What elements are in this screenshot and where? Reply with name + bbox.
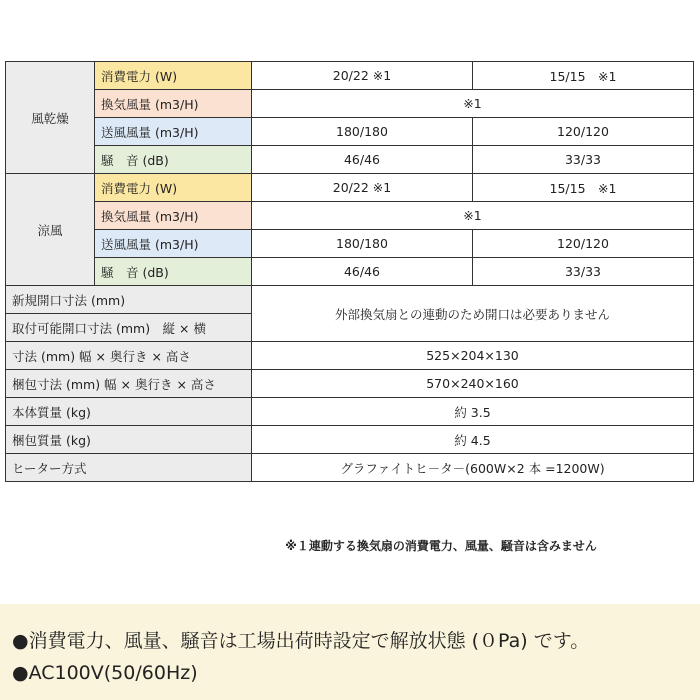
row-label-power: 消費電力 (W) bbox=[95, 174, 252, 202]
table-row bbox=[6, 342, 694, 370]
table-row bbox=[6, 90, 694, 118]
cell-value: 46/46 bbox=[252, 146, 473, 174]
row-label-ventilation: 換気風量 (m3/H) bbox=[95, 202, 252, 230]
cell-value: 20/22 ※1 bbox=[252, 174, 473, 202]
notice-panel bbox=[0, 604, 700, 700]
row-label-package-weight: 梱包質量 (kg) bbox=[6, 426, 252, 454]
cell-value-package-dimensions: 570×240×160 bbox=[252, 370, 694, 398]
cell-value-body-weight: 約 3.5 bbox=[252, 398, 694, 426]
cell-value: 120/120 bbox=[473, 118, 694, 146]
table-row bbox=[6, 62, 694, 90]
row-label-noise: 騒 音 (dB) bbox=[95, 146, 252, 174]
cell-value: 20/22 ※1 bbox=[252, 62, 473, 90]
notice-line: ●消費電力、風量、騒音は工場出荷時設定で解放状態 (０Pa) です。 bbox=[12, 630, 590, 652]
table-row bbox=[6, 454, 694, 482]
table-row bbox=[6, 398, 694, 426]
row-label-power: 消費電力 (W) bbox=[95, 62, 252, 90]
row-label-airflow: 送風風量 (m3/H) bbox=[95, 118, 252, 146]
table-row bbox=[6, 230, 694, 258]
row-label-noise: 騒 音 (dB) bbox=[95, 258, 252, 286]
table-row bbox=[6, 146, 694, 174]
cell-value: 46/46 bbox=[252, 258, 473, 286]
table-row bbox=[6, 202, 694, 230]
cell-value: 33/33 bbox=[473, 258, 694, 286]
cell-value: 180/180 bbox=[252, 230, 473, 258]
table-row bbox=[6, 286, 694, 314]
cell-value-dimensions: 525×204×130 bbox=[252, 342, 694, 370]
row-label-package-dimensions: 梱包寸法 (mm) 幅 × 奥行き × 高さ bbox=[6, 370, 252, 398]
spec-table bbox=[5, 61, 694, 482]
row-label-body-weight: 本体質量 (kg) bbox=[6, 398, 252, 426]
cell-value-heater: グラファイトヒ－タ－(600W×2 本 =1200W) bbox=[252, 454, 694, 482]
footnote: ※１連動する換気扇の消費電力、風量、騒音は含みません bbox=[285, 539, 597, 553]
cell-value: 33/33 bbox=[473, 146, 694, 174]
cell-value: 120/120 bbox=[473, 230, 694, 258]
cell-value: 180/180 bbox=[252, 118, 473, 146]
cell-value-merged: ※1 bbox=[252, 202, 694, 230]
notice-line: ●AC100V(50/60Hz) bbox=[12, 662, 198, 684]
cell-value-merged: ※1 bbox=[252, 90, 694, 118]
table-row bbox=[6, 118, 694, 146]
group-label-wind-dry: 風乾燥 bbox=[6, 62, 95, 174]
cell-value: 15/15 ※1 bbox=[473, 174, 694, 202]
cell-value-package-weight: 約 4.5 bbox=[252, 426, 694, 454]
row-label-opening-new: 新規開口寸法 (mm) bbox=[6, 286, 252, 314]
group-label-cool-wind: 涼風 bbox=[6, 174, 95, 286]
row-label-dimensions: 寸法 (mm) 幅 × 奥行き × 高さ bbox=[6, 342, 252, 370]
row-label-opening-mount: 取付可能開口寸法 (mm) 縦 × 横 bbox=[6, 314, 252, 342]
row-label-heater: ヒーター方式 bbox=[6, 454, 252, 482]
table-row bbox=[6, 174, 694, 202]
table-row bbox=[6, 258, 694, 286]
row-label-airflow: 送風風量 (m3/H) bbox=[95, 230, 252, 258]
table-row bbox=[6, 426, 694, 454]
table-row bbox=[6, 370, 694, 398]
row-label-ventilation: 換気風量 (m3/H) bbox=[95, 90, 252, 118]
cell-value-opening: 外部換気扇との連動のため開口は必要ありません bbox=[252, 286, 694, 342]
cell-value: 15/15 ※1 bbox=[473, 62, 694, 90]
